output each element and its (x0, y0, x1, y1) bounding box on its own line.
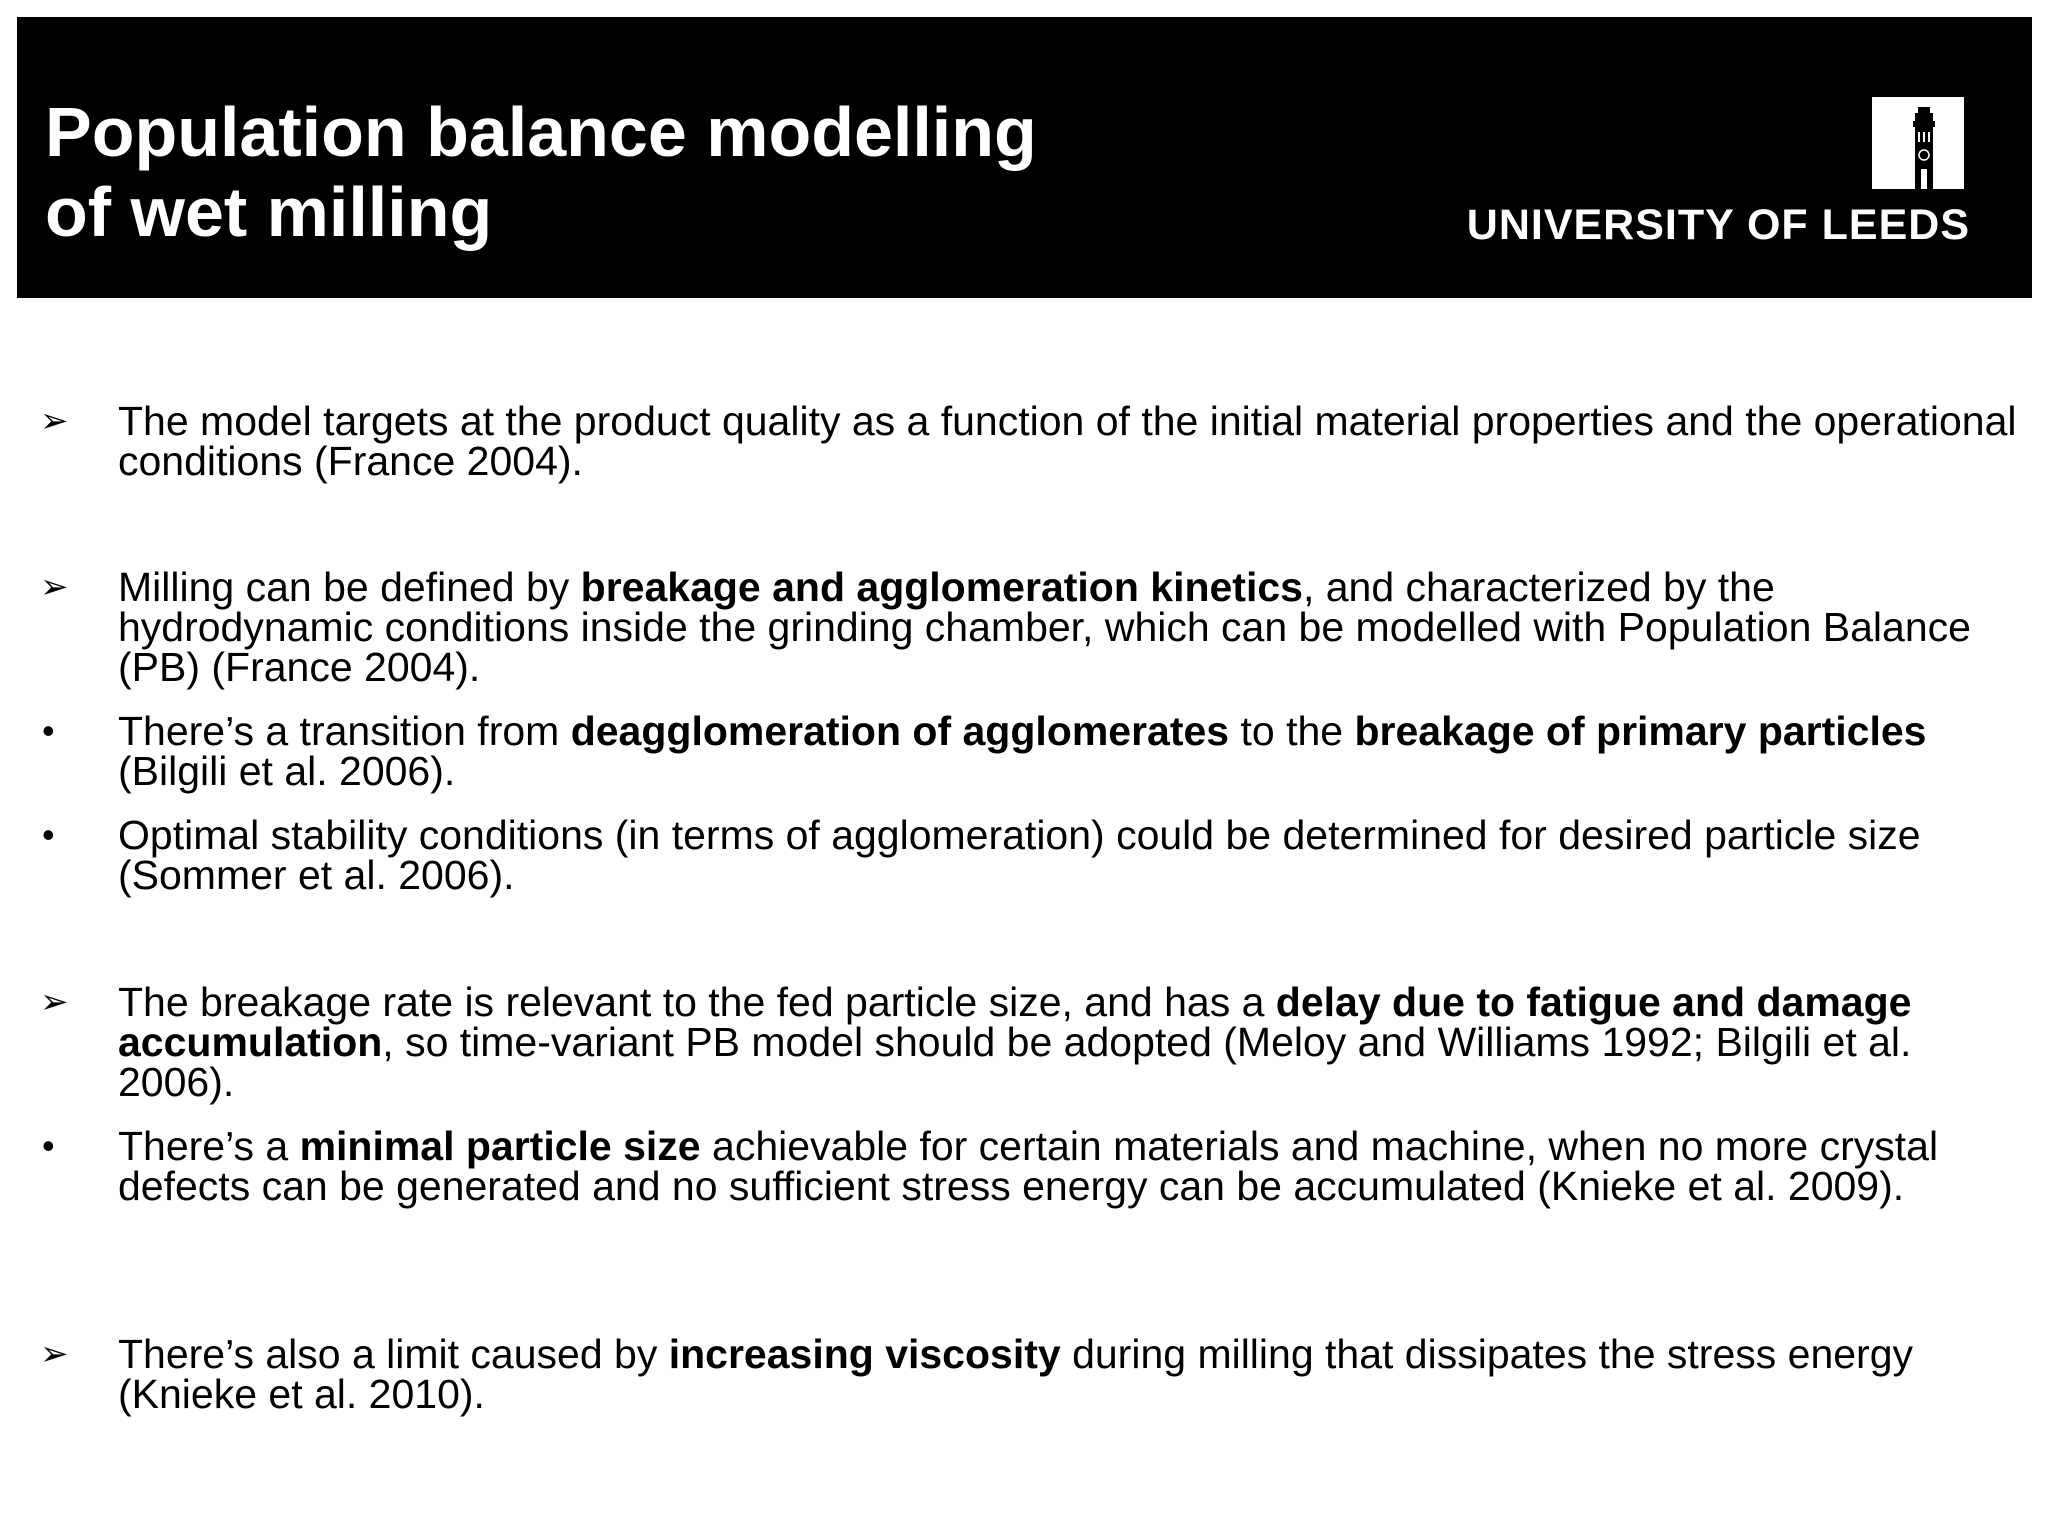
dot-bullet-icon: • (42, 710, 55, 751)
bullet-3-text-1: There’s a transition from (118, 708, 571, 754)
bullet-5-text-1: The breakage rate is relevant to the fed particle size, and has a (118, 979, 1276, 1025)
bullet-7-emphasis: increasing viscosity (668, 1331, 1061, 1377)
bullet-item-1 (118, 398, 2018, 484)
bullet-4-text: Optimal stability conditions (in terms of agglomeration) could be determined for desired particle size (Sommer et al. 2006). (118, 812, 1921, 898)
bullet-6-text-1: There’s a (118, 1123, 300, 1169)
bullet-item-4 (118, 812, 2018, 898)
bullet-item-6 (118, 1123, 2018, 1209)
bullet-3-emphasis-2: breakage of primary particles (1354, 708, 1927, 754)
bullet-item-3 (118, 708, 2018, 794)
bullet-3-text-2: to the (1229, 708, 1355, 754)
dot-bullet-icon: • (42, 1125, 55, 1166)
dot-bullet-icon: • (42, 814, 55, 855)
university-name: UNIVERSITY OF LEEDS (1466, 201, 1970, 249)
bullet-1-text: The model targets at the product quality as a function of the initial material properties and the operational conditions (France 2004). (118, 398, 2017, 484)
arrow-bullet-icon: ➢ (40, 982, 69, 1022)
bullet-item-7 (118, 1331, 2018, 1417)
bullet-5-text-2: , so time-variant PB model should be adopted (Meloy and Williams 1992; Bilgili et al. 2006). (118, 1019, 1912, 1105)
bullet-2-text-2: , and characterized by the hydrodynamic conditions inside the grinding chamber, which can be modelled with Population Balance (PB) (France 2004). (118, 564, 1971, 690)
bullet-2-emphasis: breakage and agglomeration kinetics (580, 564, 1303, 610)
bullet-6-emphasis: minimal particle size (299, 1123, 701, 1169)
bullet-5-emphasis: delay due to fatigue and damage accumulation (118, 979, 1912, 1065)
bullet-7-text-1: There’s also a limit caused by (118, 1331, 669, 1377)
bullet-2-text-1: Milling can be defined by (118, 564, 581, 610)
bullet-item-2 (118, 564, 2018, 690)
slide-title-line-2: of wet milling (45, 173, 493, 251)
bullet-item-5 (118, 979, 2018, 1105)
bullet-6-text-2: achievable for certain materials and machine, when no more crystal defects can be generated and no sufficient stress energy can be accumulated (Knieke et al. 2009). (118, 1123, 1939, 1209)
slide-title-line-1: Population balance modelling (45, 93, 1037, 171)
bullet-3-text-3: (Bilgili et al. 2006). (118, 748, 456, 794)
arrow-bullet-icon: ➢ (40, 401, 69, 441)
bullet-7-text-2: during milling that dissipates the stress energy (Knieke et al. 2010). (118, 1331, 1913, 1417)
arrow-bullet-icon: ➢ (40, 567, 69, 607)
arrow-bullet-icon: ➢ (40, 1334, 69, 1374)
bullet-3-emphasis-1: deagglomeration of agglomerates (570, 708, 1230, 754)
